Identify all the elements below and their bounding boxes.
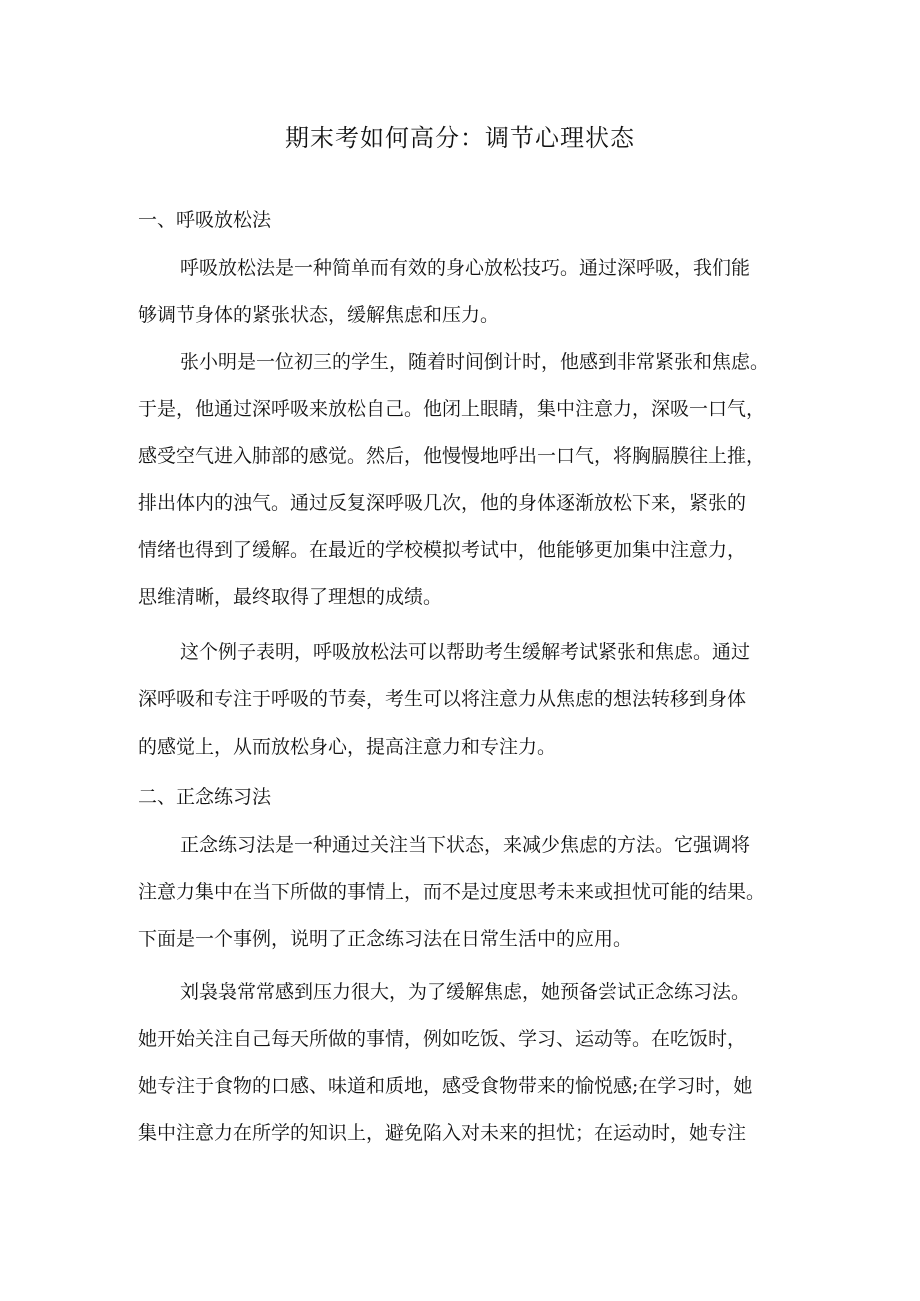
paragraph-line: 的感觉上，从而放松身心，提高注意力和专注力。 xyxy=(138,736,557,758)
paragraph-line: 这个例子表明，呼吸放松法可以帮助考生缓解考试紧张和焦虑。通过 xyxy=(180,641,751,663)
paragraph-line: 够调节身体的紧张状态，缓解焦虑和压力。 xyxy=(138,304,500,326)
paragraph-line: 张小明是一位初三的学生，随着时间倒计时，他感到非常紧张和焦虑。 xyxy=(180,351,770,373)
paragraph-line: 排出体内的浊气。通过反复深呼吸几次，他的身体逐渐放松下来，紧张的 xyxy=(138,492,747,514)
paragraph-line: 感受空气进入肺部的感觉。然后，他慢慢地呼出一口气，将胸膈膜往上推， xyxy=(138,445,766,467)
paragraph-line: 思维清晰，最终取得了理想的成绩。 xyxy=(138,586,443,608)
section-heading-2: 二、正念练习法 xyxy=(138,786,272,808)
paragraph-line: 刘袅袅常常感到压力很大，为了缓解焦虑，她预备尝试正念练习法。 xyxy=(180,981,751,1003)
paragraph-line: 呼吸放松法是一种简单而有效的身心放松技巧。通过深呼吸，我们能 xyxy=(180,257,751,279)
paragraph-line: 集中注意力在所学的知识上，避免陷入对未来的担忧；在运动时，她专注 xyxy=(138,1122,747,1144)
section-heading-1: 一、呼吸放松法 xyxy=(138,209,272,231)
paragraph-line: 注意力集中在当下所做的事情上，而不是过度思考未来或担忧可能的结果。 xyxy=(138,881,766,903)
paragraph-line: 她专注于食物的口感、味道和质地，感受食物带来的愉悦感;在学习时，她 xyxy=(138,1075,753,1097)
paragraph-line: 她开始关注自己每天所做的事情，例如吃饭、学习、运动等。在吃饭时， xyxy=(138,1028,747,1050)
paragraph-line: 情绪也得到了缓解。在最近的学校模拟考试中，他能够更加集中注意力， xyxy=(138,539,747,561)
paragraph-line: 正念练习法是一种通过关注当下状态，来减少焦虑的方法。它强调将 xyxy=(180,834,751,856)
paragraph-line: 于是，他通过深呼吸来放松自己。他闭上眼睛，集中注意力，深吸一口气， xyxy=(138,398,766,420)
paragraph-line: 深呼吸和专注于呼吸的节奏，考生可以将注意力从焦虑的想法转移到身体 xyxy=(138,688,747,710)
page-title: 期末考如何高分：调节心理状态 xyxy=(285,124,635,152)
paragraph-line: 下面是一个事例，说明了正念练习法在日常生活中的应用。 xyxy=(138,928,633,950)
